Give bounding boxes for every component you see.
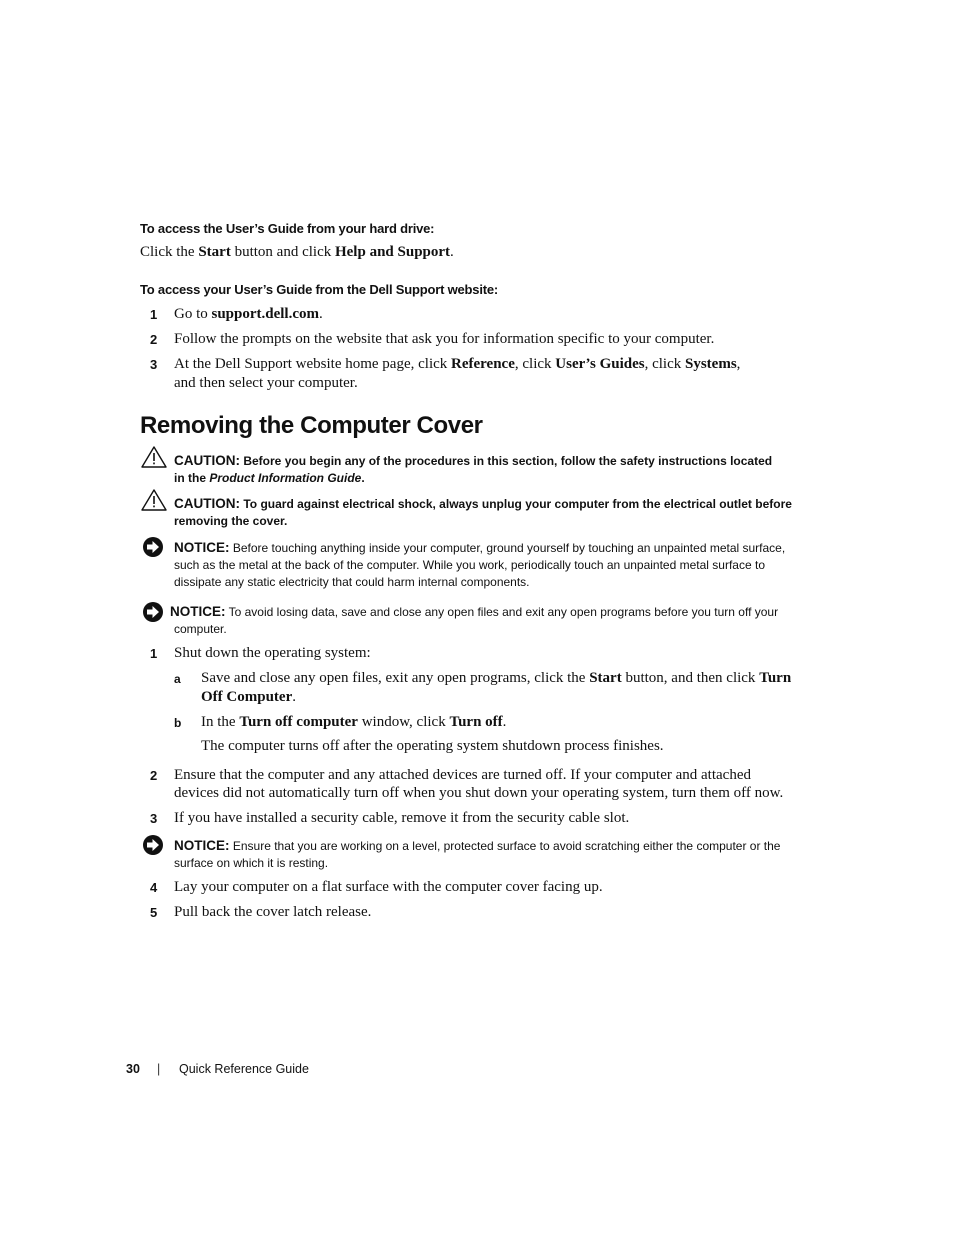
notice-label: NOTICE: xyxy=(170,604,226,619)
notice-arrow-icon xyxy=(142,536,166,558)
caution-text: Before you begin any of the procedures in this section, follow the safety instructions located xyxy=(243,454,773,468)
caution-2 xyxy=(174,495,792,530)
notice-text: Ensure that you are working on a level, protected surface to avoid scratching either the computer or the xyxy=(232,839,781,853)
help-support-term: Help and Support xyxy=(334,244,451,260)
step-3: If you have installed a security cable, remove it from the security cable slot. xyxy=(174,810,630,826)
turn-off-computer-term: Off Computer xyxy=(201,689,293,705)
hard-drive-instruction xyxy=(140,243,454,262)
text: , click xyxy=(514,356,556,372)
step-number: 1 xyxy=(150,646,158,661)
support-link[interactable]: support.dell.com xyxy=(211,306,320,322)
website-heading: To access your User’s Guide from the Dell Support website: xyxy=(140,282,499,297)
hard-drive-heading: To access the User’s Guide from your hard drive: xyxy=(140,221,435,236)
notice-label: NOTICE: xyxy=(174,540,230,555)
text: Click the xyxy=(140,244,199,260)
website-step-3 xyxy=(174,355,740,374)
notice-arrow-icon xyxy=(142,601,166,623)
product-info-guide-term: Product Information Guide xyxy=(209,471,362,485)
notice-text: Before touching anything inside your computer, ground yourself by touching an unpainted metal surface, xyxy=(232,541,786,555)
caution-label: CAUTION: xyxy=(174,496,240,511)
notice-text-cont: dissipate any static electricity that could harm internal components. xyxy=(174,575,530,589)
step-number: 3 xyxy=(150,811,158,826)
footer-guide-title: Quick Reference Guide xyxy=(179,1062,309,1076)
step-number: 1 xyxy=(150,307,158,322)
notice-text-cont: surface on which it is resting. xyxy=(174,856,329,870)
text: At the Dell Support website home page, click xyxy=(174,356,452,372)
substep-b xyxy=(201,713,506,732)
start-term: Start xyxy=(589,670,622,686)
footer-separator: | xyxy=(157,1062,161,1076)
text: in the xyxy=(174,471,210,485)
notice-arrow-icon xyxy=(142,834,166,856)
page-number: 30 xyxy=(126,1062,140,1076)
step-number: 2 xyxy=(150,768,158,783)
text: . xyxy=(450,244,454,260)
section-title: Removing the Computer Cover xyxy=(140,412,483,439)
start-term: Start xyxy=(198,244,231,260)
substep-letter: a xyxy=(174,672,181,686)
warning-triangle-icon xyxy=(141,489,167,511)
turn-off-term: Turn off xyxy=(449,714,503,730)
notice-label: NOTICE: xyxy=(174,838,230,853)
window-term: Turn off computer xyxy=(239,714,358,730)
step-number: 4 xyxy=(150,880,158,895)
notice-1 xyxy=(174,539,785,591)
substep-a xyxy=(201,669,791,688)
text: window, click xyxy=(357,714,450,730)
users-guides-term: User’s Guides xyxy=(555,356,645,372)
substep-a-cont xyxy=(201,688,296,707)
website-step-3-cont: and then select your computer. xyxy=(174,375,358,391)
text: , click xyxy=(644,356,685,372)
caution-text-cont: removing the cover. xyxy=(174,514,288,528)
notice-text: To avoid losing data, save and close any open files and exit any open programs before you turn off your xyxy=(228,605,779,619)
step-number: 5 xyxy=(150,905,158,920)
step-2-cont: devices did not automatically turn off when you shut down your operating system, turn them off now. xyxy=(174,785,784,801)
text: , xyxy=(736,356,741,372)
notice-text-cont: such as the metal at the back of the computer. While you work, periodically touch an unpainted metal surface to xyxy=(174,558,765,572)
step-2: Ensure that the computer and any attached devices are turned off. If your computer and attached xyxy=(174,767,751,783)
text: Go to xyxy=(174,306,212,322)
caution-label: CAUTION: xyxy=(174,453,240,468)
text: . xyxy=(502,714,507,730)
text: In the xyxy=(201,714,240,730)
notice-text-cont: computer. xyxy=(174,622,227,636)
text: . xyxy=(292,689,296,705)
caution-text: To guard against electrical shock, always unplug your computer from the electrical outlet before xyxy=(243,497,792,511)
text: . xyxy=(319,306,323,322)
notice-3 xyxy=(174,837,780,872)
systems-term: Systems xyxy=(685,356,737,372)
step-1: Shut down the operating system: xyxy=(174,645,371,661)
website-step-1 xyxy=(174,305,323,324)
caution-1 xyxy=(174,452,772,487)
step-4: Lay your computer on a flat surface with the computer cover facing up. xyxy=(174,879,603,895)
substep-b-result: The computer turns off after the operating system shutdown process finishes. xyxy=(201,738,664,754)
text: button, and then click xyxy=(621,670,760,686)
text: . xyxy=(361,471,365,485)
reference-term: Reference xyxy=(451,356,515,372)
text: Save and close any open files, exit any open programs, click the xyxy=(201,670,590,686)
substep-letter: b xyxy=(174,716,182,730)
text: button and click xyxy=(230,244,335,260)
notice-2 xyxy=(170,603,778,638)
warning-triangle-icon xyxy=(141,446,167,468)
step-number: 2 xyxy=(150,332,158,347)
step-number: 3 xyxy=(150,357,158,372)
step-5: Pull back the cover latch release. xyxy=(174,904,372,920)
turn-off-computer-term: Turn xyxy=(759,670,792,686)
website-step-2: Follow the prompts on the website that ask you for information specific to your computer. xyxy=(174,331,715,347)
